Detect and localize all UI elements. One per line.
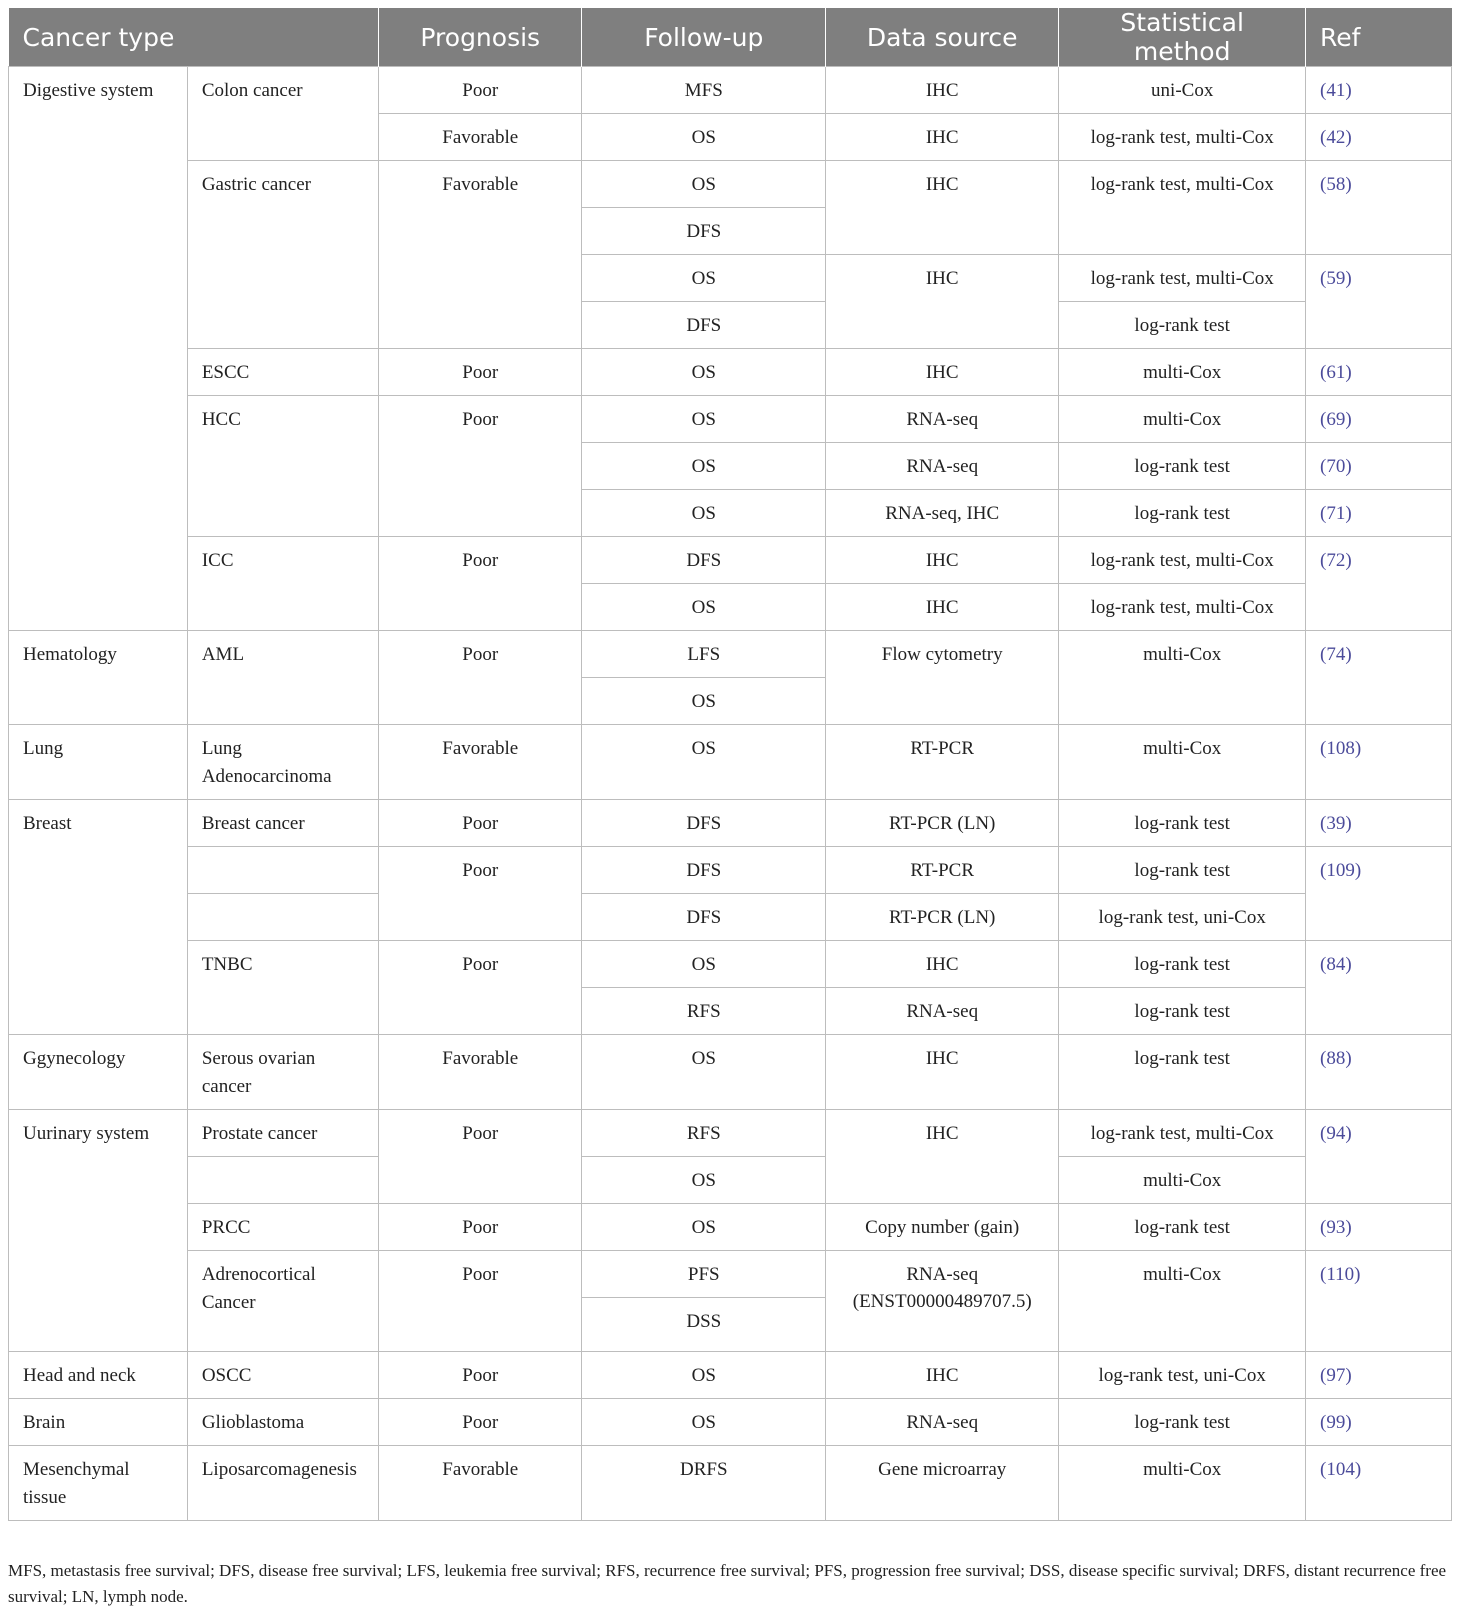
prognosis-cell: Favorable (379, 1035, 582, 1110)
prognosis-cell: Poor (379, 941, 582, 1035)
cancer-type-cell: Colon cancer (187, 67, 378, 161)
table-row (9, 1035, 1452, 1110)
ref-link[interactable]: (71) (1306, 490, 1452, 537)
cancer-type-cell: AML (187, 631, 378, 725)
table-footnote: MFS, metastasis free survival; DFS, disease free survival; LFS, leukemia free survival; RFS, recurrence free survival; PFS, progression free survival; DSS, disease specific survival; DRFS, distant recurrence free survival; LN, lymph node. (8, 1561, 1447, 1606)
ref-link[interactable]: (41) (1306, 67, 1452, 114)
ref-link[interactable]: (58) (1306, 161, 1452, 255)
statistical-method-cell: uni-Cox (1059, 67, 1306, 114)
system-cell: Hematology (9, 631, 188, 725)
prognosis-cell: Poor (379, 1110, 582, 1204)
data-source-cell: RT-PCR (826, 847, 1059, 894)
ref-link[interactable]: (104) (1306, 1446, 1452, 1521)
table-row (9, 725, 1452, 800)
ref-link[interactable]: (61) (1306, 349, 1452, 396)
prognosis-cell: Favorable (379, 1446, 582, 1521)
table-row (9, 67, 1452, 114)
statistical-method-cell: log-rank test, uni-Cox (1059, 894, 1306, 941)
prognosis-cell: Favorable (379, 161, 582, 349)
follow-up-cell: OS (582, 114, 826, 161)
table-row (9, 396, 1452, 443)
ref-link[interactable]: (42) (1306, 114, 1452, 161)
ref-link[interactable]: (109) (1306, 847, 1452, 941)
data-source-cell: Gene microarray (826, 1446, 1059, 1521)
cancer-type-cell: Breast cancer (187, 800, 378, 847)
cancer-type-cell: ICC (187, 537, 378, 631)
prognosis-cell: Poor (379, 1352, 582, 1399)
table-row (9, 1251, 1452, 1298)
table-row (9, 537, 1452, 584)
cancer-type-cell: Gastric cancer (187, 161, 378, 349)
data-source-cell: RNA-seq (826, 988, 1059, 1035)
statistical-method-cell: log-rank test (1059, 443, 1306, 490)
ref-link[interactable]: (108) (1306, 725, 1452, 800)
table-container (8, 8, 1452, 1521)
follow-up-cell: OS (582, 396, 826, 443)
follow-up-cell: OS (582, 1399, 826, 1446)
table-row (9, 941, 1452, 988)
ref-link[interactable]: (94) (1306, 1110, 1452, 1204)
data-source-cell: IHC (826, 1352, 1059, 1399)
cancer-type-cell: TNBC (187, 941, 378, 1035)
prognosis-cell: Poor (379, 800, 582, 847)
ref-link[interactable]: (88) (1306, 1035, 1452, 1110)
ref-link[interactable]: (74) (1306, 631, 1452, 725)
system-cell: Uurinary system (9, 1110, 188, 1352)
table-row (9, 1110, 1452, 1157)
table-row (9, 1204, 1452, 1251)
statistical-method-cell: log-rank test, multi-Cox (1059, 161, 1306, 255)
follow-up-cell: PFS (582, 1251, 826, 1298)
follow-up-cell: OS (582, 678, 826, 725)
cancer-type-cell: Prostate cancer (187, 1110, 378, 1157)
prognosis-cell: Favorable (379, 725, 582, 800)
header-row (9, 8, 1452, 67)
table-row (9, 161, 1452, 208)
prognosis-cell: Favorable (379, 114, 582, 161)
follow-up-cell: OS (582, 349, 826, 396)
statistical-method-cell: log-rank test (1059, 800, 1306, 847)
cancer-type-cell: PRCC (187, 1204, 378, 1251)
ref-link[interactable]: (84) (1306, 941, 1452, 1035)
follow-up-cell: OS (582, 490, 826, 537)
follow-up-cell: OS (582, 1352, 826, 1399)
ref-link[interactable]: (69) (1306, 396, 1452, 443)
data-source-cell: IHC (826, 1035, 1059, 1110)
header-ref: Ref (1306, 8, 1452, 67)
statistical-method-cell: log-rank test (1059, 1035, 1306, 1110)
header-follow-up: Follow-up (582, 8, 826, 67)
follow-up-cell: OS (582, 161, 826, 208)
header-cancer-type: Cancer type (9, 8, 379, 67)
data-source-cell: RNA-seq (ENST00000489707.5) (826, 1251, 1059, 1352)
statistical-method-cell: multi-Cox (1059, 349, 1306, 396)
data-source-cell: IHC (826, 349, 1059, 396)
statistical-method-cell: log-rank test, multi-Cox (1059, 1110, 1306, 1157)
data-source-cell: IHC (826, 1110, 1059, 1204)
data-source-cell: RNA-seq (826, 396, 1059, 443)
prognosis-cell: Poor (379, 1204, 582, 1251)
follow-up-cell: DFS (582, 800, 826, 847)
follow-up-cell: OS (582, 1035, 826, 1110)
data-source-cell: IHC (826, 67, 1059, 114)
follow-up-cell: OS (582, 255, 826, 302)
statistical-method-cell: log-rank test (1059, 941, 1306, 988)
data-source-cell: IHC (826, 255, 1059, 349)
follow-up-cell: OS (582, 1157, 826, 1204)
follow-up-cell: DFS (582, 847, 826, 894)
ref-link[interactable]: (97) (1306, 1352, 1452, 1399)
table-row (9, 894, 1452, 941)
data-source-cell: Flow cytometry (826, 631, 1059, 725)
statistical-method-cell: log-rank test (1059, 490, 1306, 537)
cancer-type-cell: Liposarcomagenesis (187, 1446, 378, 1521)
prognosis-table (8, 8, 1452, 1521)
statistical-method-cell: log-rank test (1059, 988, 1306, 1035)
data-source-cell: IHC (826, 114, 1059, 161)
cancer-type-cell (187, 847, 378, 894)
table-row (9, 1399, 1452, 1446)
data-source-cell: IHC (826, 537, 1059, 584)
data-source-cell: RNA-seq (826, 1399, 1059, 1446)
prognosis-cell: Poor (379, 67, 582, 114)
statistical-method-cell: log-rank test (1059, 847, 1306, 894)
statistical-method-cell: log-rank test (1059, 1204, 1306, 1251)
data-source-cell: IHC (826, 584, 1059, 631)
table-row (9, 1446, 1452, 1521)
statistical-method-cell: log-rank test, multi-Cox (1059, 537, 1306, 584)
ref-link[interactable]: (72) (1306, 537, 1452, 631)
cancer-type-cell: Glioblastoma (187, 1399, 378, 1446)
table-row (9, 800, 1452, 847)
data-source-cell: RT-PCR (LN) (826, 894, 1059, 941)
statistical-method-cell: multi-Cox (1059, 1157, 1306, 1204)
follow-up-cell: DSS (582, 1298, 826, 1352)
statistical-method-cell: log-rank test (1059, 302, 1306, 349)
system-cell: Mesenchymal tissue (9, 1446, 188, 1521)
statistical-method-cell: log-rank test, uni-Cox (1059, 1352, 1306, 1399)
follow-up-cell: DFS (582, 208, 826, 255)
system-cell: Brain (9, 1399, 188, 1446)
prognosis-cell: Poor (379, 396, 582, 537)
ref-link[interactable]: (59) (1306, 255, 1452, 349)
data-source-cell: IHC (826, 941, 1059, 988)
data-source-cell: RNA-seq (826, 443, 1059, 490)
cancer-type-cell: Lung Adenocarcinoma (187, 725, 378, 800)
cancer-type-cell: OSCC (187, 1352, 378, 1399)
follow-up-cell: RFS (582, 988, 826, 1035)
follow-up-cell: DFS (582, 894, 826, 941)
header-statistical-method: Statistical method (1059, 8, 1306, 67)
table-row (9, 349, 1452, 396)
cancer-type-cell: ESCC (187, 349, 378, 396)
data-source-cell: Copy number (gain) (826, 1204, 1059, 1251)
cancer-type-cell (187, 1157, 378, 1204)
ref-link[interactable]: (93) (1306, 1204, 1452, 1251)
statistical-method-cell: log-rank test (1059, 1399, 1306, 1446)
statistical-method-cell: multi-Cox (1059, 1251, 1306, 1352)
statistical-method-cell: log-rank test, multi-Cox (1059, 255, 1306, 302)
statistical-method-cell: log-rank test, multi-Cox (1059, 584, 1306, 631)
statistical-method-cell: multi-Cox (1059, 396, 1306, 443)
system-cell: Lung (9, 725, 188, 800)
prognosis-cell: Poor (379, 631, 582, 725)
follow-up-cell: OS (582, 584, 826, 631)
follow-up-cell: DRFS (582, 1446, 826, 1521)
data-source-cell: RNA-seq, IHC (826, 490, 1059, 537)
cancer-type-cell: HCC (187, 396, 378, 537)
follow-up-cell: DFS (582, 302, 826, 349)
header-prognosis: Prognosis (379, 8, 582, 67)
ref-link[interactable]: (99) (1306, 1399, 1452, 1446)
system-cell: Breast (9, 800, 188, 1035)
follow-up-cell: RFS (582, 1110, 826, 1157)
prognosis-cell: Poor (379, 847, 582, 941)
data-source-cell: IHC (826, 161, 1059, 255)
statistical-method-cell: multi-Cox (1059, 725, 1306, 800)
statistical-method-cell: log-rank test, multi-Cox (1059, 114, 1306, 161)
system-cell: Ggynecology (9, 1035, 188, 1110)
cancer-type-cell: Adrenocortical Cancer (187, 1251, 378, 1352)
follow-up-cell: OS (582, 725, 826, 800)
prognosis-cell: Poor (379, 1399, 582, 1446)
follow-up-cell: OS (582, 941, 826, 988)
prognosis-cell: Poor (379, 1251, 582, 1352)
ref-link[interactable]: (39) (1306, 800, 1452, 847)
table-row (9, 1157, 1452, 1204)
cancer-type-cell (187, 894, 378, 941)
data-source-cell: RT-PCR (826, 725, 1059, 800)
header-data-source: Data source (826, 8, 1059, 67)
follow-up-cell: OS (582, 443, 826, 490)
cancer-type-cell: Serous ovarian cancer (187, 1035, 378, 1110)
system-cell: Digestive system (9, 67, 188, 631)
follow-up-cell: DFS (582, 537, 826, 584)
follow-up-cell: OS (582, 1204, 826, 1251)
table-row (9, 631, 1452, 678)
table-row (9, 1352, 1452, 1399)
system-cell: Head and neck (9, 1352, 188, 1399)
follow-up-cell: MFS (582, 67, 826, 114)
ref-link[interactable]: (70) (1306, 443, 1452, 490)
prognosis-cell: Poor (379, 349, 582, 396)
ref-link[interactable]: (110) (1306, 1251, 1452, 1352)
statistical-method-cell: multi-Cox (1059, 1446, 1306, 1521)
table-row (9, 847, 1452, 894)
follow-up-cell: LFS (582, 631, 826, 678)
statistical-method-cell: multi-Cox (1059, 631, 1306, 725)
prognosis-cell: Poor (379, 537, 582, 631)
data-source-cell: RT-PCR (LN) (826, 800, 1059, 847)
